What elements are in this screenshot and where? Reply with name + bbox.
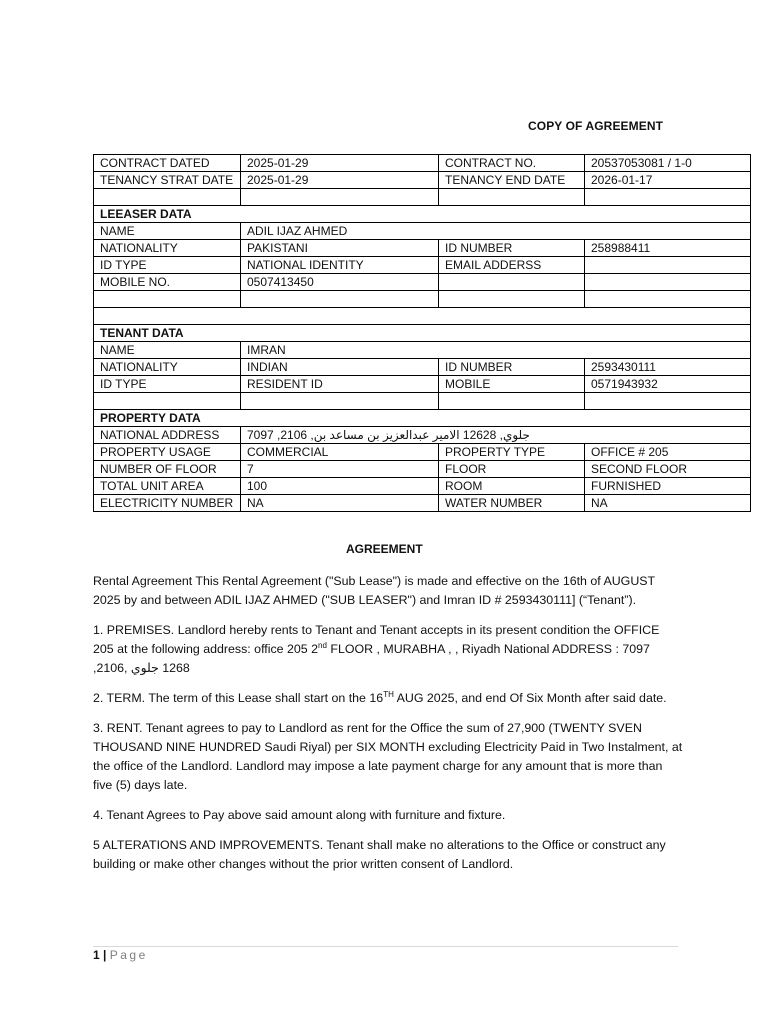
- electricity-number-value: NA: [241, 495, 439, 512]
- tenancy-start-value: 2025-01-29: [241, 172, 439, 189]
- tenant-section-header: TENANT DATA: [94, 325, 751, 342]
- table-row: [94, 376, 751, 393]
- tenant-id-number-label: ID NUMBER: [439, 359, 585, 376]
- leaser-name-label: NAME: [94, 223, 241, 240]
- document-title: COPY OF AGREEMENT: [528, 119, 664, 133]
- leaser-id-number-label: ID NUMBER: [439, 240, 585, 257]
- empty-row: [94, 308, 751, 325]
- property-type-label: PROPERTY TYPE: [439, 444, 585, 461]
- empty-row: [94, 189, 751, 206]
- table-row: [94, 478, 751, 495]
- number-of-floor-label: NUMBER OF FLOOR: [94, 461, 241, 478]
- leaser-email-value: [585, 257, 751, 274]
- leaser-id-type-value: NATIONAL IDENTITY: [241, 257, 439, 274]
- rent-clause: 3. RENT. Tenant agrees to pay to Landlord as rent for the Office the sum of 27,900 (TWENTY SVEN THOUSAND NINE HUNDRED Saudi Riyal) per SIX MONTH excluding Electricity Paid in Two Instalment, at the office of the Landlord. Landlord may impose a late payment charge for any amount that is more than five (5) days late.: [93, 721, 683, 792]
- room-label: ROOM: [439, 478, 585, 495]
- tenant-id-type-value: RESIDENT ID: [241, 376, 439, 393]
- section-header-row: [94, 325, 751, 342]
- leaser-mobile-value: 0507413450: [241, 274, 439, 291]
- number-of-floor-value: 7: [241, 461, 439, 478]
- agreement-heading: AGREEMENT: [346, 542, 423, 556]
- tenant-name-value: IMRAN: [241, 342, 751, 359]
- table-row: [94, 495, 751, 512]
- national-address-value: [241, 427, 751, 444]
- table-row: [94, 240, 751, 257]
- tenant-mobile-label: MOBILE: [439, 376, 585, 393]
- property-usage-value: COMMERCIAL: [241, 444, 439, 461]
- total-unit-area-label: TOTAL UNIT AREA: [94, 478, 241, 495]
- property-usage-label: PROPERTY USAGE: [94, 444, 241, 461]
- tenancy-end-label: TENANCY END DATE: [439, 172, 585, 189]
- leaser-nationality-value: PAKISTANI: [241, 240, 439, 257]
- table-row: [94, 223, 751, 240]
- table-row: [94, 359, 751, 376]
- empty-row: [94, 291, 751, 308]
- leaser-section-header: LEEASER DATA: [94, 206, 751, 223]
- tenant-id-type-label: ID TYPE: [94, 376, 241, 393]
- electricity-number-label: ELECTRICITY NUMBER: [94, 495, 241, 512]
- water-number-label: WATER NUMBER: [439, 495, 585, 512]
- table-row: [94, 461, 751, 478]
- floor-label: FLOOR: [439, 461, 585, 478]
- leaser-name-value: ADIL IJAZ AHMED: [241, 223, 751, 240]
- tenancy-end-value: 2026-01-17: [585, 172, 751, 189]
- footer-divider: [93, 946, 678, 947]
- property-section-header: PROPERTY DATA: [94, 410, 751, 427]
- premises-clause: 1. PREMISES. Landlord hereby rents to Tenant and Tenant accepts in its present condition the OFFICE 205 at the following address: office 205 2nd FLOOR , MURABHA , , Riyadh National ADDRESS : 7097 ,2106, 1268 جلوي: [93, 623, 660, 675]
- contract-no-label: CONTRACT NO.: [439, 155, 585, 172]
- property-type-value: OFFICE # 205: [585, 444, 751, 461]
- contract-dated-value: 2025-01-29: [241, 155, 439, 172]
- tenant-name-label: NAME: [94, 342, 241, 359]
- intro-paragraph: Rental Agreement This Rental Agreement ("Sub Lease") is made and effective on the 16th of AUGUST 2025 by and between ADIL IJAZ AHMED ("SUB LEASER") and Imran ID # 2593430111] (“Tenant”).: [93, 574, 655, 607]
- contract-dated-label: CONTRACT DATED: [94, 155, 241, 172]
- agreement-info-table: [93, 154, 751, 512]
- agreement-body: [93, 572, 683, 885]
- page-footer: [93, 948, 148, 962]
- tenant-id-number-value: 2593430111: [585, 359, 751, 376]
- table-row: [94, 342, 751, 359]
- tenant-nationality-label: NATIONALITY: [94, 359, 241, 376]
- room-value: FURNISHED: [585, 478, 751, 495]
- alterations-clause: 5 ALTERATIONS AND IMPROVEMENTS. Tenant shall make no alterations to the Office or construct any building or make other changes without the prior written consent of Landlord.: [93, 838, 666, 871]
- tenant-mobile-value: 0571943932: [585, 376, 751, 393]
- section-header-row: [94, 410, 751, 427]
- floor-value: SECOND FLOOR: [585, 461, 751, 478]
- table-row: [94, 155, 751, 172]
- term-clause: 2. TERM. The term of this Lease shall start on the 16TH AUG 2025, and end Of Six Month after said date.: [93, 689, 667, 705]
- water-number-value: NA: [585, 495, 751, 512]
- table-row: [94, 444, 751, 461]
- table-row: [94, 257, 751, 274]
- section-header-row: [94, 206, 751, 223]
- leaser-id-number-value: 258988411: [585, 240, 751, 257]
- table-row: [94, 427, 751, 444]
- tenancy-start-label: TENANCY STRAT DATE: [94, 172, 241, 189]
- empty-row: [94, 393, 751, 410]
- leaser-id-type-label: ID TYPE: [94, 257, 241, 274]
- leaser-email-label: EMAIL ADDERSS: [439, 257, 585, 274]
- leaser-nationality-label: NATIONALITY: [94, 240, 241, 257]
- page-label: Page: [109, 948, 148, 962]
- premises-arabic-text: 1268 جلوي: [130, 661, 190, 675]
- page-number: 1: [93, 948, 100, 962]
- contract-no-value: 20537053081 / 1-0: [585, 155, 751, 172]
- footer-separator: |: [103, 948, 107, 962]
- table-row: [94, 274, 751, 291]
- national-address-label: NATIONAL ADDRESS: [94, 427, 241, 444]
- table-row: [94, 172, 751, 189]
- tenant-nationality-value: INDIAN: [241, 359, 439, 376]
- arabic-address-text: جلوي, 12628 الامير عبدالعزيز بن مساعد بن, 2106, 7097: [247, 427, 530, 442]
- leaser-mobile-label: MOBILE NO.: [94, 274, 241, 291]
- total-unit-area-value: 100: [241, 478, 439, 495]
- furniture-clause: 4. Tenant Agrees to Pay above said amount along with furniture and fixture.: [93, 808, 506, 822]
